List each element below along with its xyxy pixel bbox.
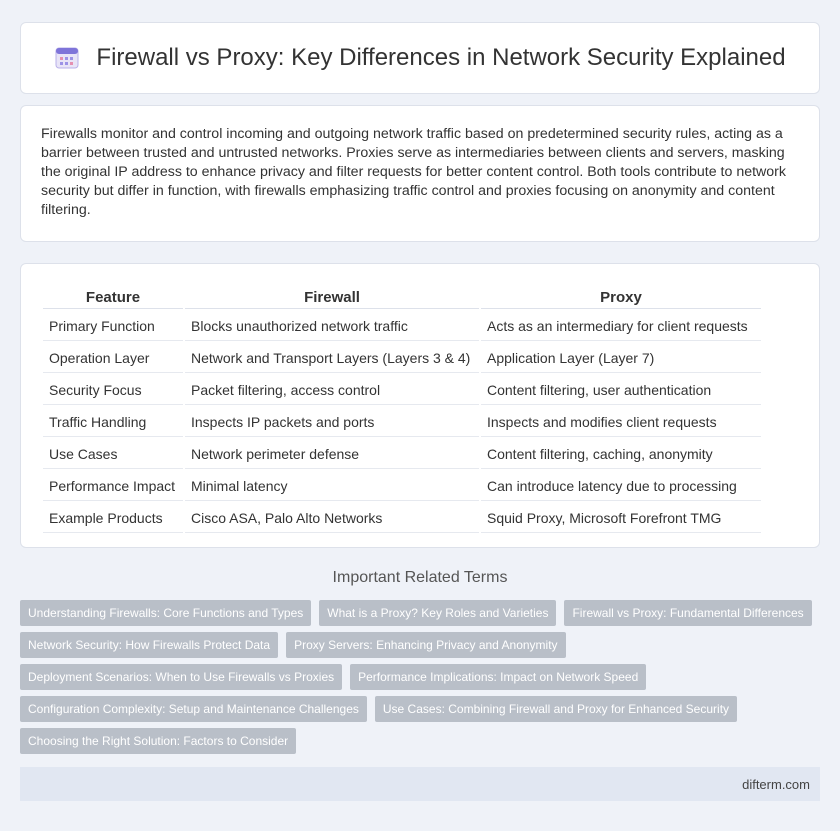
table-row (43, 439, 761, 469)
table-cell: Primary Function (43, 311, 183, 341)
table-cell: Minimal latency (185, 471, 479, 501)
table-row (43, 311, 761, 341)
table-row (43, 343, 761, 373)
table-cell: Inspects IP packets and ports (185, 407, 479, 437)
table-row (43, 503, 761, 533)
table-cell: Packet filtering, access control (185, 375, 479, 405)
column-header-feature: Feature (43, 286, 183, 309)
table-cell: Security Focus (43, 375, 183, 405)
page-title: Firewall vs Proxy: Key Differences in Network Security Explained (96, 44, 786, 71)
table-cell: Use Cases (43, 439, 183, 469)
related-term-tag[interactable]: Firewall vs Proxy: Fundamental Differences (564, 600, 811, 626)
related-term-tag[interactable]: Choosing the Right Solution: Factors to Consider (20, 728, 296, 754)
table-cell: Application Layer (Layer 7) (481, 343, 761, 373)
intro-section (20, 105, 820, 242)
related-term-tag[interactable]: What is a Proxy? Key Roles and Varieties (319, 600, 556, 626)
footer (20, 767, 820, 801)
related-terms-list (20, 600, 820, 754)
related-term-tag[interactable]: Deployment Scenarios: When to Use Firewalls vs Proxies (20, 664, 342, 690)
table-cell: Network perimeter defense (185, 439, 479, 469)
related-term-tag[interactable]: Proxy Servers: Enhancing Privacy and Anonymity (286, 632, 565, 658)
table-cell: Performance Impact (43, 471, 183, 501)
table-row (43, 471, 761, 501)
column-header-proxy: Proxy (481, 286, 761, 309)
related-terms-title: Important Related Terms (332, 569, 508, 586)
table-cell: Squid Proxy, Microsoft Forefront TMG (481, 503, 761, 533)
related-term-tag[interactable]: Performance Implications: Impact on Network Speed (350, 664, 646, 690)
column-header-firewall: Firewall (185, 286, 479, 309)
table-row (43, 407, 761, 437)
related-term-tag[interactable]: Network Security: How Firewalls Protect Data (20, 632, 278, 658)
table-row (43, 375, 761, 405)
table-cell: Example Products (43, 503, 183, 533)
comparison-table-card (20, 263, 820, 548)
page-header (20, 22, 820, 94)
related-term-tag[interactable]: Understanding Firewalls: Core Functions and Types (20, 600, 311, 626)
footer-site[interactable]: difterm.com (742, 776, 810, 792)
table-cell: Cisco ASA, Palo Alto Networks (185, 503, 479, 533)
comparison-table (41, 284, 763, 535)
table-cell: Network and Transport Layers (Layers 3 & 4) (185, 343, 479, 373)
table-cell: Can introduce latency due to processing (481, 471, 761, 501)
table-cell: Acts as an intermediary for client requests (481, 311, 761, 341)
table-cell: Inspects and modifies client requests (481, 407, 761, 437)
table-header-row (43, 286, 761, 309)
document-list-icon (54, 45, 80, 71)
intro-paragraph: Firewalls monitor and control incoming and outgoing network traffic based on predetermined security rules, acting as a barrier between trusted and untrusted networks. Proxies serve as intermediaries between clients and servers, masking the original IP address to enhance privacy and filter requests for better content control. Both tools contribute to network security but differ in function, with firewalls emphasizing traffic control and proxies focusing on anonymity and content filtering. (41, 126, 787, 218)
table-cell: Blocks unauthorized network traffic (185, 311, 479, 341)
table-cell: Content filtering, caching, anonymity (481, 439, 761, 469)
related-term-tag[interactable]: Configuration Complexity: Setup and Maintenance Challenges (20, 696, 367, 722)
table-cell: Operation Layer (43, 343, 183, 373)
table-cell: Content filtering, user authentication (481, 375, 761, 405)
related-term-tag[interactable]: Use Cases: Combining Firewall and Proxy for Enhanced Security (375, 696, 737, 722)
table-cell: Traffic Handling (43, 407, 183, 437)
